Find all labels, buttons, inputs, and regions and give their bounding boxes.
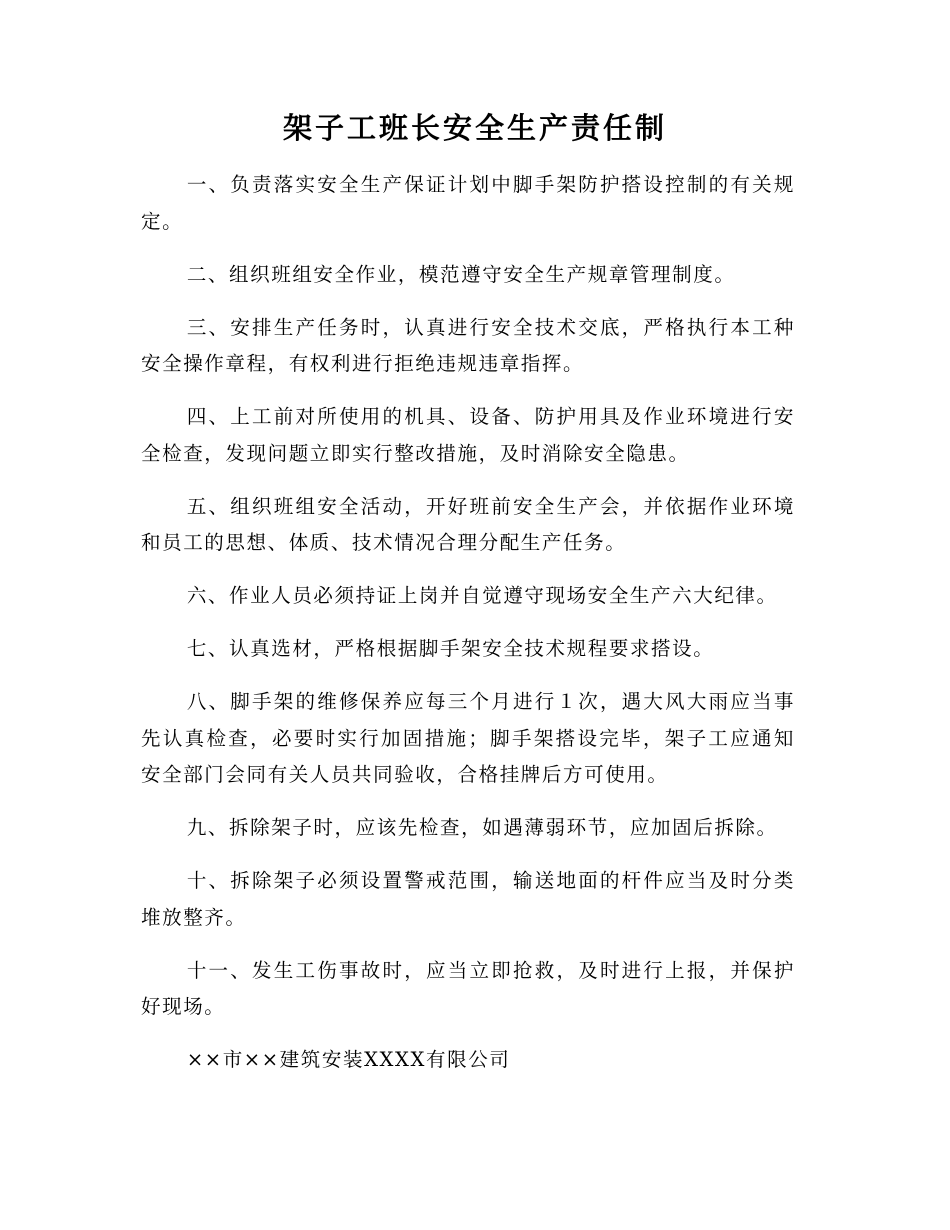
clause-7: 七、认真选材，严格根据脚手架安全技术规程要求搭设。	[186, 637, 715, 660]
clause-10: 十、拆除架子必须设置警戒范围，输送地面的杆件应当及时分类堆放整齐。	[141, 869, 795, 929]
clause-5: 五、组织班组安全活动，开好班前安全生产会，并依据作业环境和员工的思想、体质、技术情况合理分配生产任务。	[141, 494, 795, 554]
document-body	[141, 167, 795, 1079]
company-signature: ××市××建筑安装XXXX有限公司	[186, 1048, 511, 1071]
clause-1: 一、负责落实安全生产保证计划中脚手架防护搭设控制的有关规定。	[141, 173, 795, 233]
clause-9: 九、拆除架子时，应该先检查，如遇薄弱环节，应加固后拆除。	[186, 816, 778, 839]
clause-6: 六、作业人员必须持证上岗并自觉遵守现场安全生产六大纪律。	[186, 584, 778, 607]
clause-3: 三、安排生产任务时，认真进行安全技术交底，严格执行本工种安全操作章程，有权利进行拒绝违规违章指挥。	[141, 315, 795, 375]
clause-2: 二、组织班组安全作业，模范遵守安全生产规章管理制度。	[186, 262, 736, 286]
clause-11: 十一、发生工伤事故时，应当立即抢救，及时进行上报，并保护好现场。	[141, 958, 795, 1018]
clause-8: 八、脚手架的维修保养应每三个月进行１次，遇大风大雨应当事先认真检查，必要时实行加固措施；脚手架搭设完毕，架子工应通知安全部门会同有关人员共同验收，合格挂牌后方可使用。	[141, 690, 795, 786]
document-title: 架子工班长安全生产责任制	[282, 111, 667, 145]
clause-4: 四、上工前对所使用的机具、设备、防护用具及作业环境进行安全检查，发现问题立即实行整改措施，及时消除安全隐患。	[141, 405, 795, 465]
